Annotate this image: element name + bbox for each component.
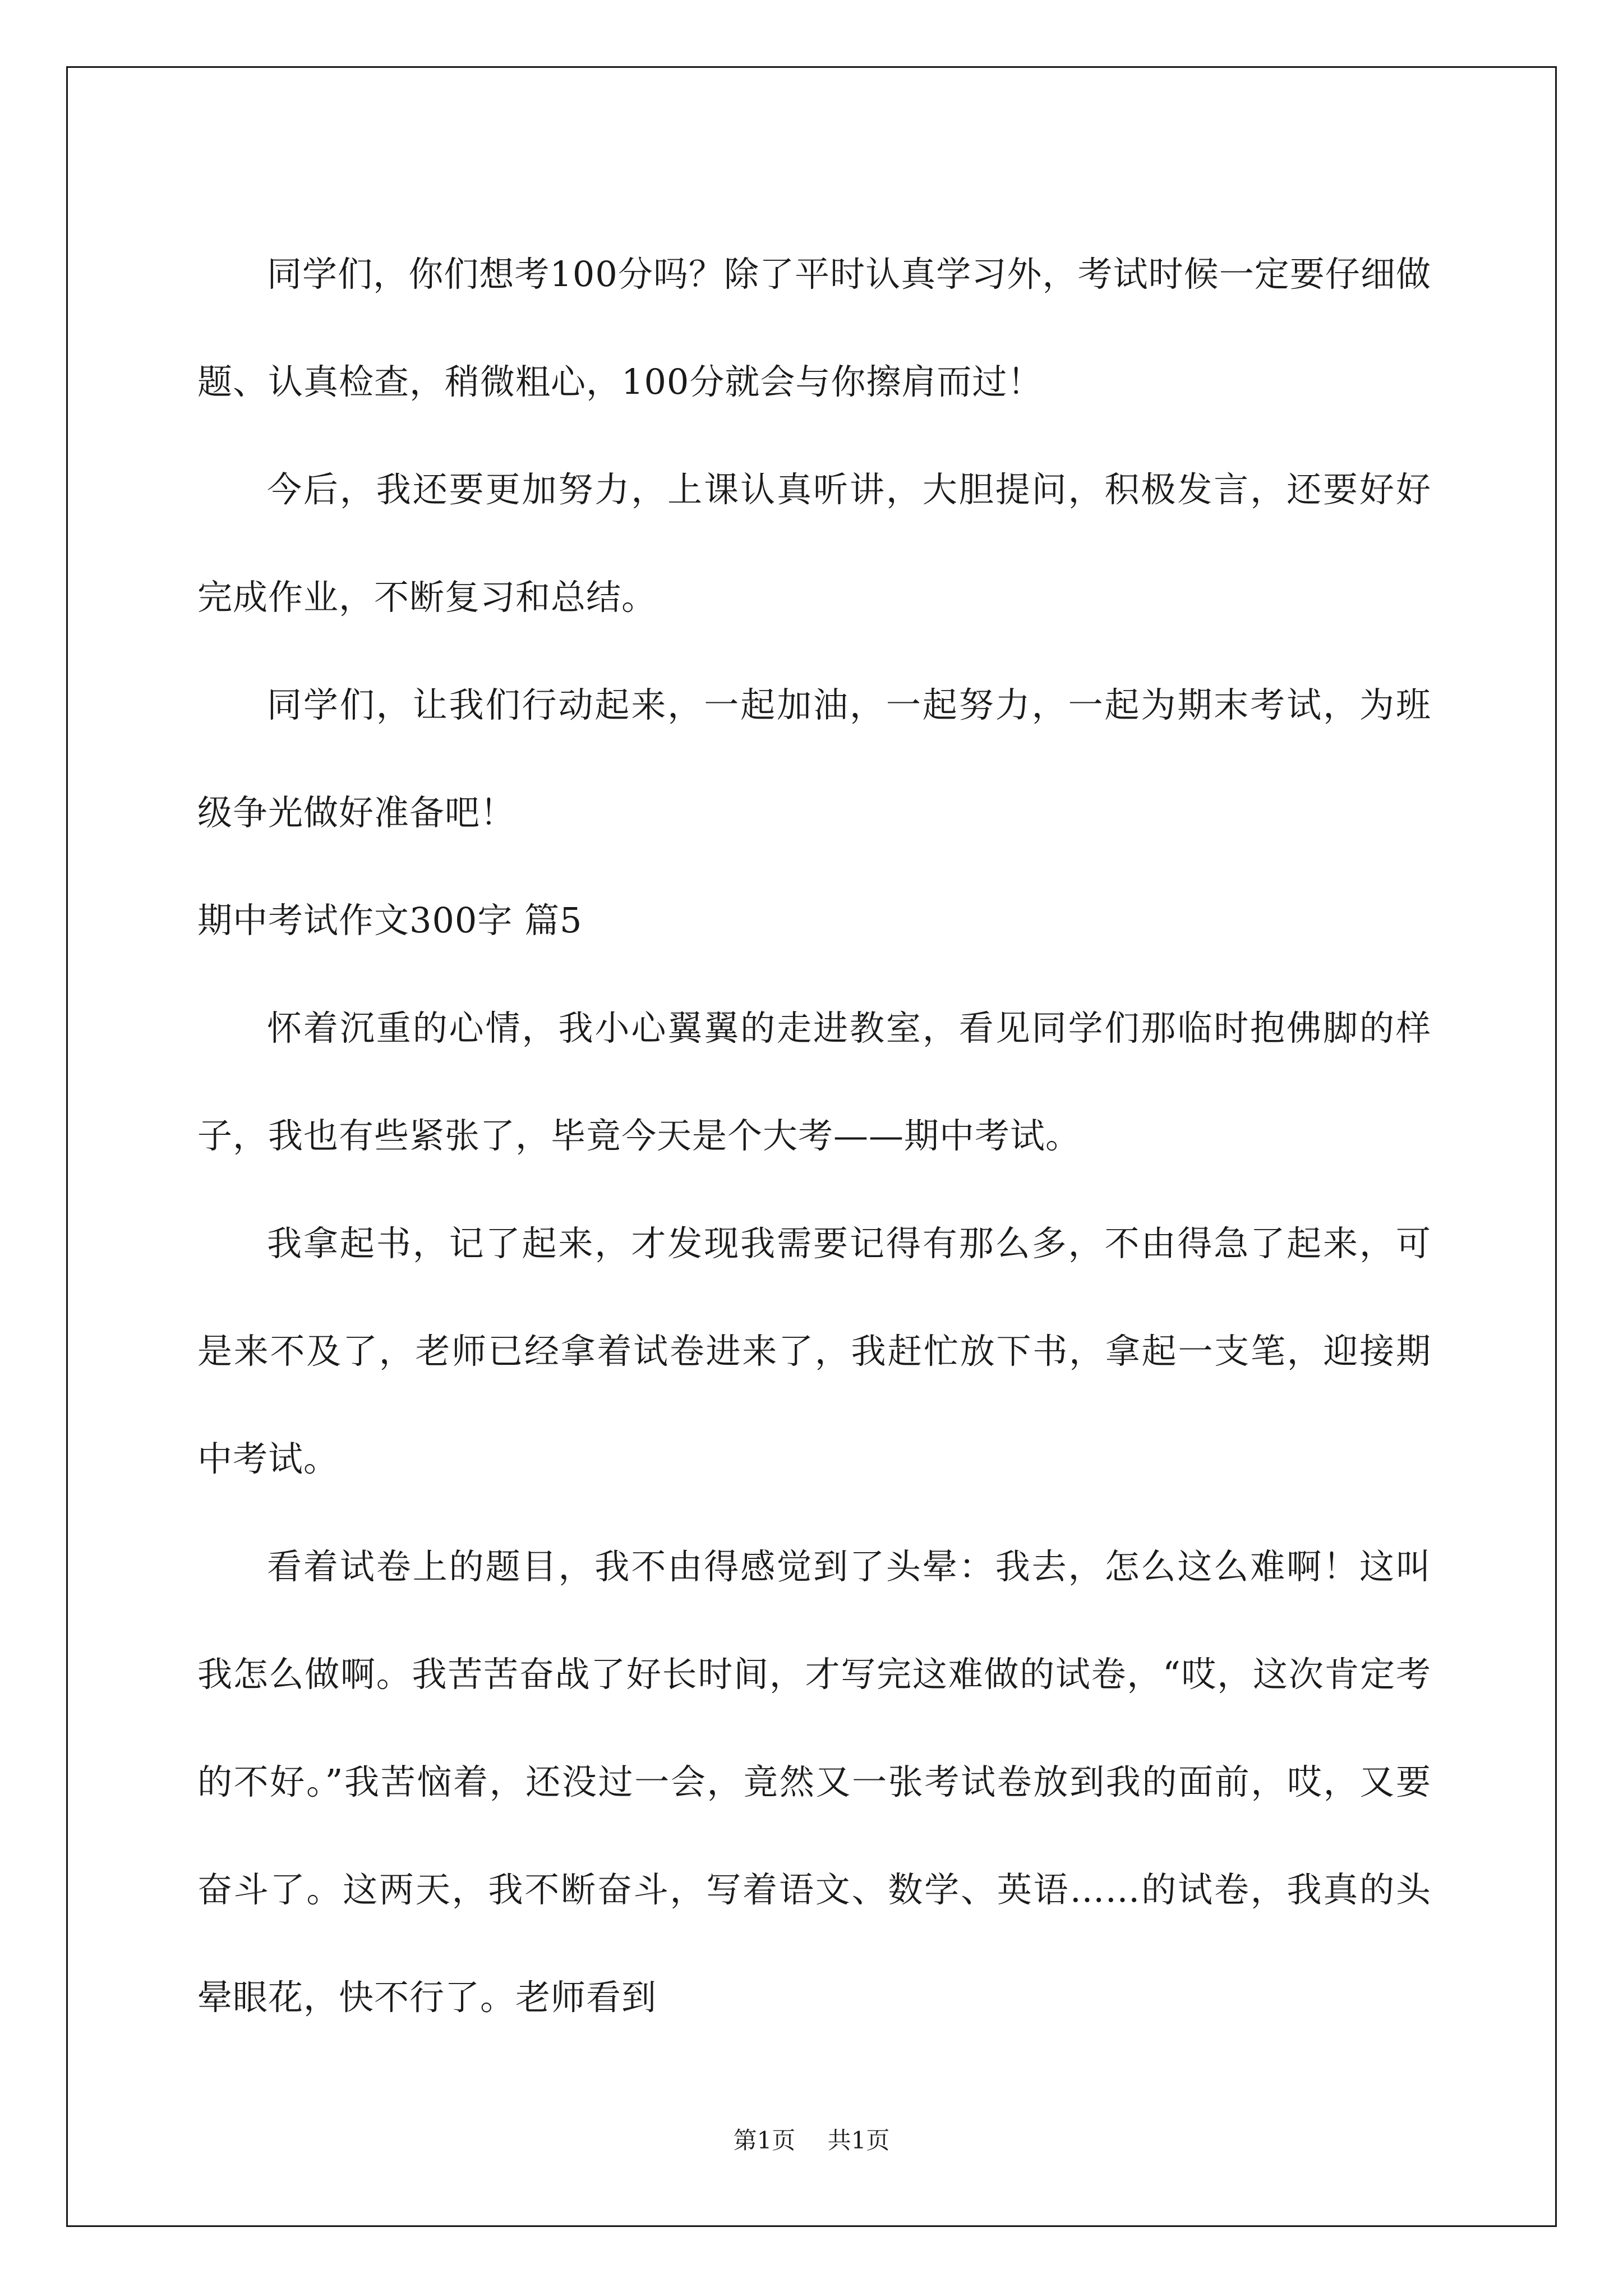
page-total: 共1页: [827, 2127, 890, 2154]
page-footer: [0, 2124, 1623, 2157]
document-body: [197, 220, 1431, 2051]
paragraph: 怀着沉重的心情，我小心翼翼的走进教室，看见同学们那临时抱佛脚的样子，我也有些紧张了，毕竟今天是个大考——期中考试。: [197, 1007, 1431, 1156]
paragraph: 同学们，你们想考100分吗？除了平时认真学习外，考试时候一定要仔细做题、认真检查，稍微粗心，100分就会与你擦肩而过！: [197, 254, 1431, 402]
essay-heading: 期中考试作文300字 篇5: [197, 900, 583, 941]
page-number: 第1页: [733, 2127, 796, 2154]
paragraph: 看着试卷上的题目，我不由得感觉到了头晕：我去，怎么这么难啊！这叫我怎么做啊。我苦苦奋战了好长时间，才写完这难做的试卷，“哎，这次肯定考的不好。”我苦恼着，还没过一会，竟然又一张考试卷放到我的面前，哎，又要奋斗了。这两天，我不断奋斗，写着语文、数学、英语……的试卷，我真的头晕眼花，快不行了。老师看到: [197, 1546, 1431, 2018]
paragraph: 我拿起书，记了起来，才发现我需要记得有那么多，不由得急了起来，可是来不及了，老师已经拿着试卷进来了，我赶忙放下书，拿起一支笔，迎接期中考试。: [197, 1223, 1431, 1479]
paragraph: 今后，我还要更加努力，上课认真听讲，大胆提问，积极发言，还要好好完成作业，不断复习和总结。: [197, 469, 1431, 618]
paragraph: 同学们，让我们行动起来，一起加油，一起努力，一起为期末考试，为班级争光做好准备吧！: [197, 684, 1431, 833]
